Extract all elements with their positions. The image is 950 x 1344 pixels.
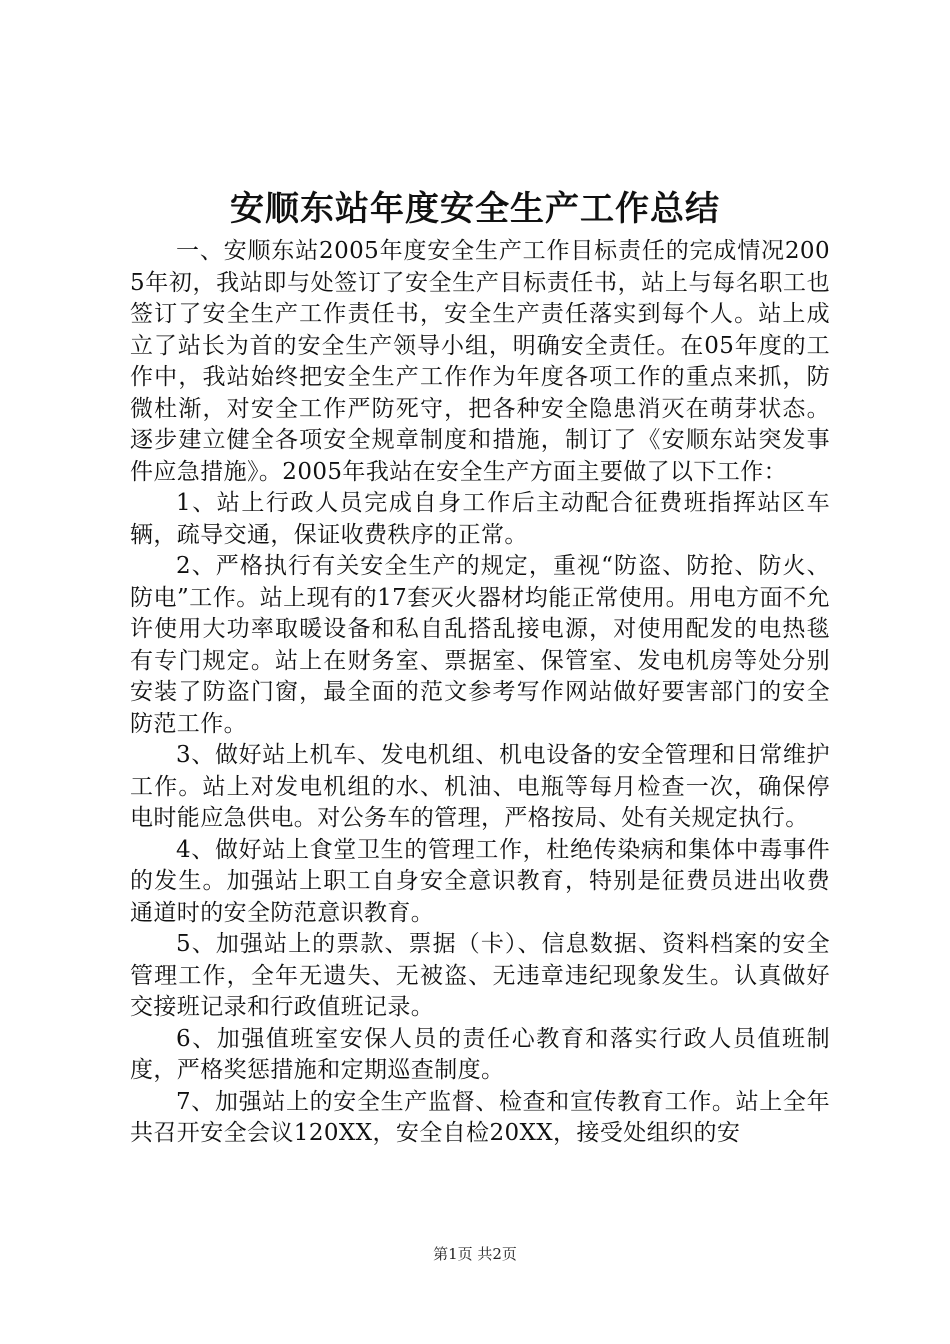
paragraph-7: 6、加强值班室安保人员的责任心教育和落实行政人员值班制度，严格奖惩措施和定期巡查制度。 (130, 1025, 830, 1083)
paragraph-3: 2、严格执行有关安全生产的规定，重视“防盗、防抢、防火、防电”工作。站上现有的17套灭火器材均能正常使用。用电方面不允许使用大功率取暖设备和私自乱搭乱接电源，对使用配发的电热毯有专门规定。站上在财务室、票据室、保管室、发电机房等处分别安装了防盗门窗，最全面的范文参考写作网站做好要害部门的安全防范工作。 (130, 553, 830, 737)
paragraph-2: 1、站上行政人员完成自身工作后主动配合征费班指挥站区车辆，疏导交通，保证收费秩序的正常。 (130, 490, 830, 548)
paragraph-5: 4、做好站上食堂卫生的管理工作，杜绝传染病和集体中毒事件的发生。加强站上职工自身安全意识教育，特别是征费员进出收费通道时的安全防范意识教育。 (130, 836, 830, 926)
page-number-footer: 第1页 共2页 (433, 1245, 517, 1263)
document-body (130, 236, 830, 1150)
paragraph-4: 3、做好站上机车、发电机组、机电设备的安全管理和日常维护工作。站上对发电机组的水、机油、电瓶等每月检查一次，确保停电时能应急供电。对公务车的管理，严格按局、处有关规定执行。 (130, 742, 830, 831)
paragraph-8: 7、加强站上的安全生产监督、检查和宣传教育工作。站上全年共召开安全会议120XX，安全自检20XX，接受处组织的安 (130, 1088, 830, 1146)
paragraph-6: 5、加强站上的票款、票据（卡）、信息数据、资料档案的安全管理工作，全年无遗失、无被盗、无违章违纪现象发生。认真做好交接班记录和行政值班记录。 (130, 931, 830, 1020)
paragraph-1: 一、安顺东站2005年度安全生产工作目标责任的完成情况2005年初，我站即与处签订了安全生产目标责任书，站上与每名职工也签订了安全生产工作责任书，安全生产责任落实到每个人。站上成立了站长为首的安全生产领导小组，明确安全责任。在05年度的工作中，我站始终把安全生产工作作为年度各项工作的重点来抓，防微杜渐，对安全工作严防死守，把各种安全隐患消灭在萌芽状态。逐步建立健全各项安全规章制度和措施，制订了《安顺东站突发事件应急措施》。2005年我站在安全生产方面主要做了以下工作： (130, 238, 830, 485)
document-title: 安顺东站年度安全生产工作总结 (230, 189, 720, 229)
